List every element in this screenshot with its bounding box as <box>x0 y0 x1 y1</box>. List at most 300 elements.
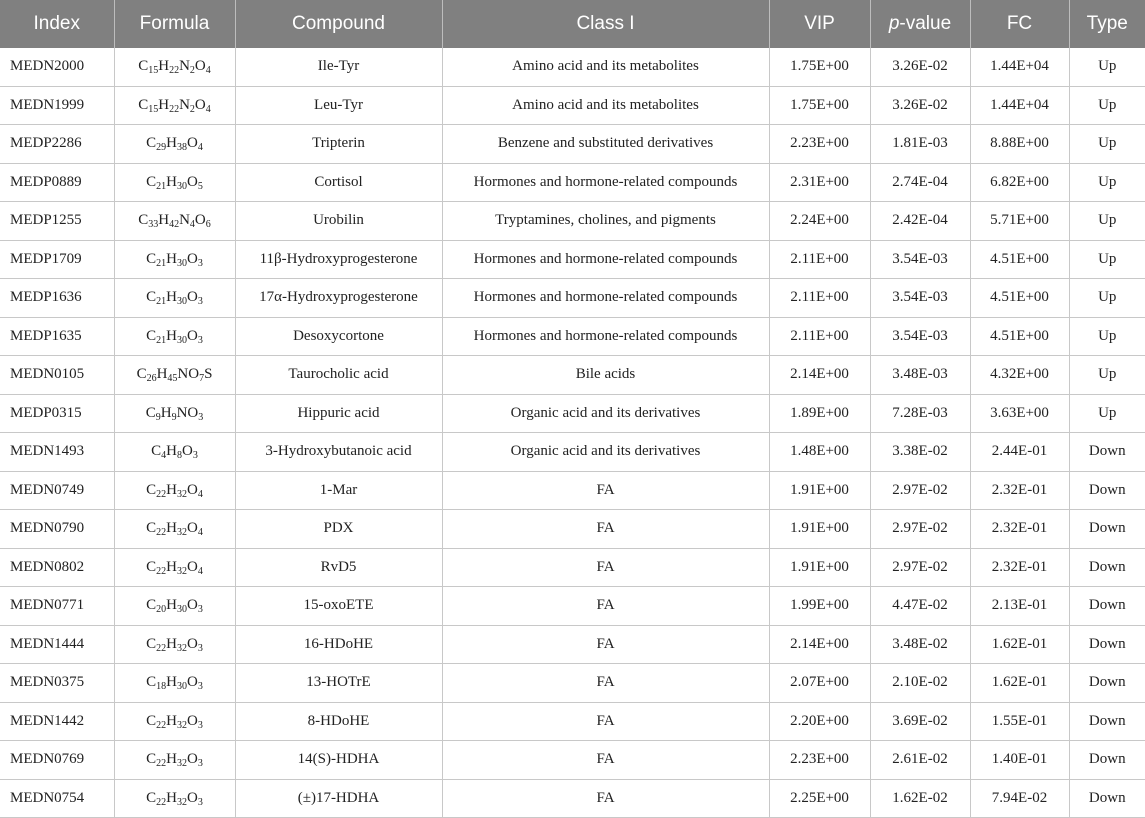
cell-fc: 1.55E-01 <box>970 702 1069 741</box>
cell-fc: 4.32E+00 <box>970 356 1069 395</box>
cell-fc: 1.62E-01 <box>970 664 1069 703</box>
table-row <box>0 394 1145 433</box>
formula-element: O <box>194 212 206 229</box>
formula-subscript: 9 <box>171 411 177 423</box>
cell-pvalue: 3.26E-02 <box>870 48 970 86</box>
formula-element: C <box>146 327 157 344</box>
table-row <box>0 702 1145 741</box>
header-class: Class I <box>442 0 769 48</box>
table-row <box>0 240 1145 279</box>
formula-element: H <box>166 250 177 267</box>
formula-element: H <box>158 58 170 75</box>
formula-element: O <box>187 520 198 537</box>
cell-vip: 2.14E+00 <box>769 625 870 664</box>
cell-type: Down <box>1069 471 1145 510</box>
cell-vip: 1.91E+00 <box>769 471 870 510</box>
cell-formula <box>114 125 235 164</box>
table-body <box>0 48 1145 818</box>
formula-subscript: 3 <box>197 796 203 808</box>
cell-formula <box>114 317 235 356</box>
cell-formula <box>114 587 235 626</box>
cell-pvalue: 3.38E-02 <box>870 433 970 472</box>
cell-compound: Tripterin <box>235 125 442 164</box>
formula-subscript: 3 <box>197 334 203 346</box>
cell-vip: 2.25E+00 <box>769 779 870 818</box>
formula-subscript: 32 <box>177 642 187 654</box>
formula-element: H <box>166 635 177 652</box>
header-row <box>0 0 1145 48</box>
formula-subscript: 4 <box>161 450 167 462</box>
cell-class: Hormones and hormone-related compounds <box>442 279 769 318</box>
formula-element: C <box>151 443 162 460</box>
cell-compound: 11β-Hydroxyprogesterone <box>235 240 442 279</box>
cell-index: MEDN1444 <box>0 625 114 664</box>
formula-subscript: 3 <box>192 450 198 462</box>
cell-pvalue: 1.81E-03 <box>870 125 970 164</box>
table-row <box>0 317 1145 356</box>
formula-subscript: 8 <box>177 450 182 462</box>
formula-subscript: 26 <box>146 373 157 385</box>
cell-formula <box>114 548 235 587</box>
table-header <box>0 0 1145 48</box>
cell-pvalue: 3.54E-03 <box>870 317 970 356</box>
cell-fc: 1.44E+04 <box>970 48 1069 86</box>
cell-vip: 2.07E+00 <box>769 664 870 703</box>
formula-element: H <box>166 674 177 691</box>
formula-element: O <box>187 674 198 691</box>
formula-subscript: 32 <box>177 565 187 577</box>
cell-vip: 2.11E+00 <box>769 240 870 279</box>
header-type: Type <box>1069 0 1145 48</box>
cell-class: FA <box>442 664 769 703</box>
cell-vip: 2.23E+00 <box>769 741 870 780</box>
cell-pvalue: 3.48E-02 <box>870 625 970 664</box>
formula-subscript: 21 <box>156 334 167 346</box>
formula-subscript: 4 <box>205 103 211 115</box>
cell-fc: 7.94E-02 <box>970 779 1069 818</box>
formula-subscript: 3 <box>197 758 203 770</box>
cell-class: Hormones and hormone-related compounds <box>442 240 769 279</box>
formula-element: O <box>187 135 198 152</box>
cell-formula <box>114 163 235 202</box>
cell-vip: 1.75E+00 <box>769 48 870 86</box>
cell-compound: 3-Hydroxybutanoic acid <box>235 433 442 472</box>
cell-pvalue: 2.61E-02 <box>870 741 970 780</box>
header-index: Index <box>0 0 114 48</box>
cell-index: MEDP2286 <box>0 125 114 164</box>
cell-index: MEDP0315 <box>0 394 114 433</box>
cell-type: Down <box>1069 587 1145 626</box>
table-row <box>0 48 1145 86</box>
cell-type: Up <box>1069 163 1145 202</box>
cell-type: Up <box>1069 202 1145 241</box>
cell-class: Tryptamines, cholines, and pigments <box>442 202 769 241</box>
cell-type: Up <box>1069 86 1145 125</box>
table-row <box>0 625 1145 664</box>
cell-compound: Hippuric acid <box>235 394 442 433</box>
cell-pvalue: 3.54E-03 <box>870 240 970 279</box>
cell-formula <box>114 471 235 510</box>
formula-subscript: 30 <box>177 604 187 616</box>
cell-formula <box>114 702 235 741</box>
table-row <box>0 356 1145 395</box>
cell-compound: (±)17-HDHA <box>235 779 442 818</box>
cell-type: Down <box>1069 702 1145 741</box>
cell-class: FA <box>442 587 769 626</box>
formula-element: C <box>138 58 149 75</box>
cell-vip: 2.11E+00 <box>769 317 870 356</box>
formula-subscript: 9 <box>155 411 161 423</box>
cell-type: Up <box>1069 48 1145 86</box>
cell-compound: Desoxycortone <box>235 317 442 356</box>
cell-pvalue: 7.28E-03 <box>870 394 970 433</box>
formula-element: O <box>187 327 198 344</box>
cell-index: MEDP0889 <box>0 163 114 202</box>
formula-subscript: 22 <box>156 565 167 577</box>
formula-element: NO <box>176 404 199 421</box>
formula-subscript: 5 <box>197 180 203 192</box>
formula-subscript: 21 <box>156 296 167 308</box>
header-pvalue-p: p <box>888 13 900 34</box>
cell-fc: 4.51E+00 <box>970 317 1069 356</box>
formula-element: C <box>146 789 157 806</box>
cell-vip: 2.31E+00 <box>769 163 870 202</box>
formula-element: C <box>146 558 157 575</box>
table-row <box>0 741 1145 780</box>
cell-fc: 6.82E+00 <box>970 163 1069 202</box>
cell-compound: Urobilin <box>235 202 442 241</box>
cell-type: Up <box>1069 240 1145 279</box>
formula-subscript: 32 <box>177 796 187 808</box>
formula-subscript: 3 <box>197 296 203 308</box>
table-row <box>0 433 1145 472</box>
cell-index: MEDN0754 <box>0 779 114 818</box>
formula-element: O <box>187 558 198 575</box>
formula-subscript: 4 <box>197 488 203 500</box>
cell-formula <box>114 433 235 472</box>
cell-index: MEDP1255 <box>0 202 114 241</box>
formula-element: H <box>166 289 177 306</box>
cell-formula <box>114 625 235 664</box>
formula-subscript: 33 <box>148 219 159 231</box>
table-row <box>0 86 1145 125</box>
cell-class: Amino acid and its metabolites <box>442 48 769 86</box>
formula-element: O <box>187 635 198 652</box>
cell-pvalue: 2.42E-04 <box>870 202 970 241</box>
cell-index: MEDN2000 <box>0 48 114 86</box>
cell-class: Bile acids <box>442 356 769 395</box>
cell-vip: 2.20E+00 <box>769 702 870 741</box>
cell-class: FA <box>442 471 769 510</box>
cell-fc: 2.13E-01 <box>970 587 1069 626</box>
cell-class: Amino acid and its metabolites <box>442 86 769 125</box>
table-row <box>0 279 1145 318</box>
cell-compound: 13-HOTrE <box>235 664 442 703</box>
formula-subscript: 4 <box>197 527 203 539</box>
cell-vip: 1.48E+00 <box>769 433 870 472</box>
formula-subscript: 18 <box>156 681 167 693</box>
formula-subscript: 3 <box>197 642 203 654</box>
cell-vip: 2.11E+00 <box>769 279 870 318</box>
cell-class: Hormones and hormone-related compounds <box>442 163 769 202</box>
formula-subscript: 15 <box>148 103 159 115</box>
formula-element: O <box>187 712 198 729</box>
formula-element: H <box>158 96 170 113</box>
cell-class: Benzene and substituted derivatives <box>442 125 769 164</box>
cell-class: FA <box>442 548 769 587</box>
header-formula: Formula <box>114 0 235 48</box>
formula-element: O <box>187 751 198 768</box>
cell-vip: 1.91E+00 <box>769 510 870 549</box>
cell-type: Down <box>1069 664 1145 703</box>
formula-element: O <box>187 173 198 190</box>
table-row <box>0 587 1145 626</box>
cell-formula <box>114 202 235 241</box>
header-pvalue <box>870 0 970 48</box>
cell-type: Up <box>1069 394 1145 433</box>
formula-element: O <box>187 289 198 306</box>
cell-fc: 1.44E+04 <box>970 86 1069 125</box>
formula-element: H <box>166 789 177 806</box>
formula-subscript: 7 <box>199 373 205 385</box>
cell-compound: 16-HDoHE <box>235 625 442 664</box>
cell-compound: Ile-Tyr <box>235 48 442 86</box>
formula-element: C <box>146 289 157 306</box>
formula-element: C <box>146 250 157 267</box>
cell-index: MEDN1493 <box>0 433 114 472</box>
cell-type: Down <box>1069 433 1145 472</box>
table-row <box>0 125 1145 164</box>
cell-vip: 2.24E+00 <box>769 202 870 241</box>
formula-element: C <box>146 635 157 652</box>
cell-fc: 3.63E+00 <box>970 394 1069 433</box>
header-fc: FC <box>970 0 1069 48</box>
formula-subscript: 4 <box>189 219 195 231</box>
cell-fc: 2.32E-01 <box>970 471 1069 510</box>
cell-pvalue: 3.54E-03 <box>870 279 970 318</box>
cell-index: MEDN0802 <box>0 548 114 587</box>
cell-compound: 1-Mar <box>235 471 442 510</box>
cell-class: Organic acid and its derivatives <box>442 394 769 433</box>
cell-pvalue: 3.69E-02 <box>870 702 970 741</box>
cell-vip: 1.75E+00 <box>769 86 870 125</box>
cell-formula <box>114 356 235 395</box>
cell-type: Down <box>1069 779 1145 818</box>
cell-class: Hormones and hormone-related compounds <box>442 317 769 356</box>
formula-subscript: 32 <box>177 719 187 731</box>
cell-index: MEDN0105 <box>0 356 114 395</box>
formula-element: O <box>194 58 206 75</box>
header-vip: VIP <box>769 0 870 48</box>
cell-formula <box>114 510 235 549</box>
formula-element: H <box>166 481 177 498</box>
formula-subscript: 22 <box>156 719 167 731</box>
formula-subscript: 3 <box>198 411 204 423</box>
formula-element: NO <box>177 366 200 383</box>
cell-fc: 1.40E-01 <box>970 741 1069 780</box>
table-row <box>0 664 1145 703</box>
formula-element: H <box>166 712 177 729</box>
cell-pvalue: 2.97E-02 <box>870 548 970 587</box>
formula-subscript: 15 <box>148 65 159 77</box>
cell-index: MEDP1709 <box>0 240 114 279</box>
cell-fc: 4.51E+00 <box>970 279 1069 318</box>
table-row <box>0 510 1145 549</box>
cell-compound: PDX <box>235 510 442 549</box>
formula-element: O <box>194 96 206 113</box>
formula-element: H <box>166 558 177 575</box>
cell-class: FA <box>442 625 769 664</box>
formula-subscript: 3 <box>197 681 203 693</box>
header-pvalue-rest: -value <box>899 13 952 34</box>
formula-subscript: 22 <box>156 758 167 770</box>
formula-subscript: 30 <box>177 180 187 192</box>
formula-subscript: 4 <box>197 142 203 154</box>
cell-formula <box>114 779 235 818</box>
formula-element: C <box>146 173 157 190</box>
cell-compound: Taurocholic acid <box>235 356 442 395</box>
cell-pvalue: 3.26E-02 <box>870 86 970 125</box>
formula-subscript: 32 <box>177 527 187 539</box>
formula-element: O <box>187 250 198 267</box>
formula-subscript: 30 <box>177 681 187 693</box>
formula-element: S <box>204 366 213 383</box>
formula-subscript: 30 <box>177 257 187 269</box>
formula-subscript: 22 <box>169 103 180 115</box>
formula-element: H <box>166 443 177 460</box>
cell-index: MEDN0375 <box>0 664 114 703</box>
cell-pvalue: 2.10E-02 <box>870 664 970 703</box>
formula-subscript: 45 <box>167 373 178 385</box>
formula-element: C <box>146 597 157 614</box>
cell-pvalue: 2.74E-04 <box>870 163 970 202</box>
formula-element: C <box>146 712 157 729</box>
cell-compound: 14(S)-HDHA <box>235 741 442 780</box>
formula-subscript: 32 <box>177 488 187 500</box>
cell-vip: 1.91E+00 <box>769 548 870 587</box>
formula-subscript: 20 <box>156 604 167 616</box>
formula-subscript: 30 <box>177 296 187 308</box>
formula-element: O <box>187 597 198 614</box>
formula-element: C <box>146 674 157 691</box>
cell-vip: 2.14E+00 <box>769 356 870 395</box>
formula-subscript: 21 <box>156 257 167 269</box>
formula-element: N <box>179 212 190 229</box>
cell-vip: 1.99E+00 <box>769 587 870 626</box>
formula-subscript: 3 <box>197 604 203 616</box>
formula-element: C <box>146 520 157 537</box>
formula-subscript: 32 <box>177 758 187 770</box>
cell-vip: 2.23E+00 <box>769 125 870 164</box>
formula-element: C <box>145 404 156 421</box>
formula-subscript: 22 <box>156 527 167 539</box>
cell-index: MEDN0769 <box>0 741 114 780</box>
cell-type: Up <box>1069 125 1145 164</box>
formula-element: H <box>166 327 177 344</box>
formula-element: N <box>179 58 190 75</box>
formula-subscript: 22 <box>156 642 167 654</box>
formula-element: H <box>166 520 177 537</box>
formula-subscript: 3 <box>197 257 203 269</box>
formula-element: H <box>166 597 177 614</box>
cell-type: Down <box>1069 548 1145 587</box>
cell-formula <box>114 394 235 433</box>
formula-element: O <box>187 481 198 498</box>
cell-index: MEDP1635 <box>0 317 114 356</box>
formula-element: C <box>146 135 157 152</box>
header-compound: Compound <box>235 0 442 48</box>
cell-index: MEDP1636 <box>0 279 114 318</box>
formula-subscript: 29 <box>156 142 167 154</box>
formula-subscript: 22 <box>156 796 167 808</box>
formula-element: C <box>146 751 157 768</box>
cell-formula <box>114 664 235 703</box>
formula-element: H <box>166 751 177 768</box>
cell-class: FA <box>442 779 769 818</box>
formula-subscript: 2 <box>189 103 195 115</box>
formula-element: C <box>138 96 149 113</box>
cell-class: FA <box>442 741 769 780</box>
formula-subscript: 30 <box>177 334 187 346</box>
formula-subscript: 42 <box>169 219 180 231</box>
cell-formula <box>114 279 235 318</box>
table-row <box>0 548 1145 587</box>
cell-index: MEDN1442 <box>0 702 114 741</box>
formula-element: N <box>179 96 190 113</box>
cell-compound: Cortisol <box>235 163 442 202</box>
formula-element: H <box>156 366 168 383</box>
cell-vip: 1.89E+00 <box>769 394 870 433</box>
cell-pvalue: 4.47E-02 <box>870 587 970 626</box>
formula-element: C <box>138 212 149 229</box>
cell-pvalue: 3.48E-03 <box>870 356 970 395</box>
cell-compound: 8-HDoHE <box>235 702 442 741</box>
formula-element: C <box>136 366 147 383</box>
formula-subscript: 4 <box>205 65 211 77</box>
cell-index: MEDN0749 <box>0 471 114 510</box>
cell-compound: 15-oxoETE <box>235 587 442 626</box>
cell-fc: 4.51E+00 <box>970 240 1069 279</box>
cell-formula <box>114 86 235 125</box>
formula-element: C <box>146 481 157 498</box>
formula-subscript: 4 <box>197 565 203 577</box>
cell-formula <box>114 240 235 279</box>
table-row <box>0 202 1145 241</box>
formula-subscript: 6 <box>205 219 211 231</box>
formula-element: H <box>158 212 170 229</box>
table-row <box>0 471 1145 510</box>
formula-subscript: 22 <box>156 488 167 500</box>
formula-element: O <box>182 443 193 460</box>
cell-pvalue: 2.97E-02 <box>870 471 970 510</box>
cell-compound: Leu-Tyr <box>235 86 442 125</box>
cell-index: MEDN0790 <box>0 510 114 549</box>
formula-element: H <box>166 173 177 190</box>
cell-class: FA <box>442 702 769 741</box>
cell-type: Up <box>1069 356 1145 395</box>
cell-formula <box>114 48 235 86</box>
cell-formula <box>114 741 235 780</box>
cell-type: Down <box>1069 625 1145 664</box>
cell-compound: RvD5 <box>235 548 442 587</box>
table-row <box>0 163 1145 202</box>
formula-subscript: 21 <box>156 180 167 192</box>
formula-subscript: 3 <box>197 719 203 731</box>
cell-fc: 2.32E-01 <box>970 510 1069 549</box>
table-row <box>0 779 1145 818</box>
cell-type: Up <box>1069 317 1145 356</box>
cell-fc: 5.71E+00 <box>970 202 1069 241</box>
